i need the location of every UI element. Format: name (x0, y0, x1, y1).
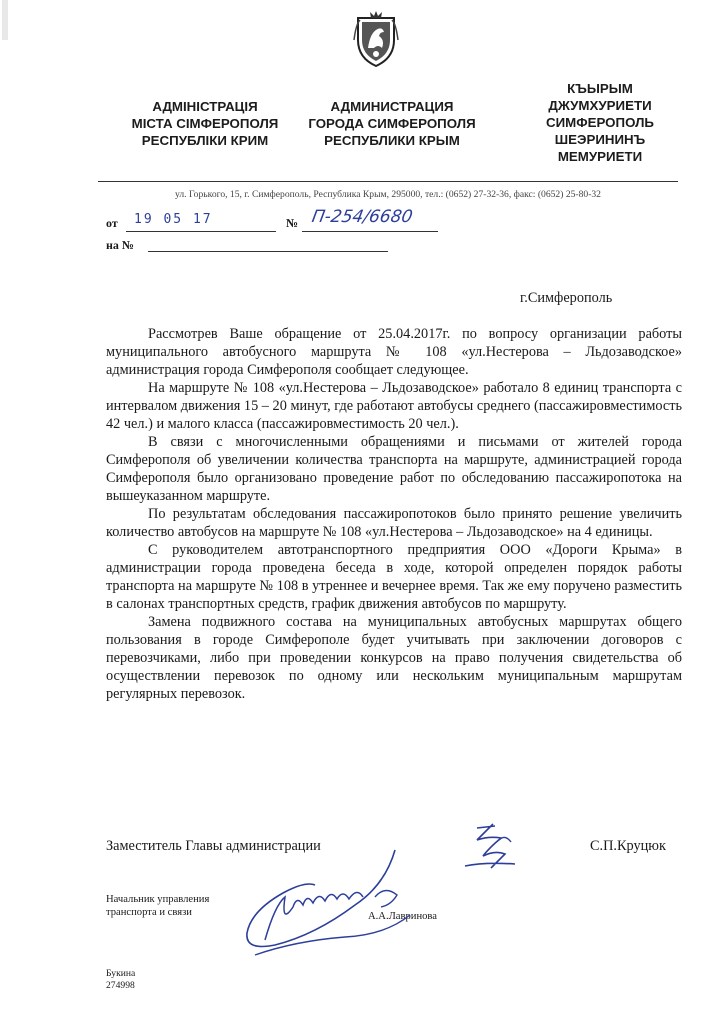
city-line: г.Симферополь (520, 290, 613, 306)
number-underline (302, 231, 438, 232)
scan-edge-mark (2, 0, 8, 40)
body-paragraph: В связи с многочисленными обращениями и письмами от жителей города Симферополя об увеличении количества транспорта на маршруте, администрацией города Симферополя было организовано проведение работ по обследованию пассажиропотока на вышеуказанном маршруте. (106, 434, 682, 504)
header-ukrainian: АДМІНІСТРАЦІЯ МІСТА СІМФЕРОПОЛЯ РЕСПУБЛІКИ КРИМ (131, 99, 279, 148)
date-underline (126, 231, 276, 232)
header-crimean-tatar: КЪЫРЫМ ДЖУМХУРИЕТИ СИМФЕРОПОЛЬ ШЕЭРИНИНЪ МЕМУРИЕТИ (546, 81, 654, 164)
body-paragraph: С руководителем автотранспортного предприятия ООО «Дороги Крыма» в администрации города проведена беседа в ходе, которой определен порядок работы транспорта на маршруте № 108 в утреннее и вечернее время. Так же ему поручено разместить в салонах транспортных средств, график движения автобусов по маршруту. (106, 542, 682, 612)
from-label: от (106, 216, 118, 230)
body-paragraph: Рассмотрев Ваше обращение от 25.04.2017г. по вопросу организации работы муниципального автобусного маршрута № 108 «ул.Нестерова – Льдозаводское» администрация города Симферополя сообщает следующее. (106, 326, 682, 378)
second-signatory-title-line1: Начальник управления (106, 894, 210, 905)
deputy-signature-icon (455, 818, 530, 878)
second-signatory-title-line2: транспорта и связи (106, 907, 192, 918)
registration-number: П-254/6680 (310, 207, 415, 227)
body-paragraph: На маршруте № 108 «ул.Нестерова – Льдозаводское» работало 8 единиц транспорта с интервалом движения 15 – 20 минут, где работают автобусы среднего (пассажировместимость 42 чел.) и малого класса (пассажировместимость 20 чел.). (106, 380, 682, 432)
executor-phone: 274998 (106, 980, 135, 991)
header-russian: АДМИНИСТРАЦИЯ ГОРОДА СИМФЕРОПОЛЯ РЕСПУБЛИКИ КРЫМ (308, 99, 476, 148)
executor-name: Букина (106, 968, 136, 979)
crimea-coat-of-arms-icon (352, 10, 400, 70)
signatory-title: Заместитель Главы администрации (106, 838, 321, 854)
header-divider (98, 181, 678, 182)
reply-to-label: на № (106, 238, 134, 252)
body-paragraph: По результатам обследования пассажиропотоков было принято решение увеличить количество автобусов на маршруте № 108 «ул.Нестерова – Льдозаводское» на 4 единицы. (106, 506, 682, 540)
registration-date: 19 05 17 (134, 212, 213, 227)
reply-to-underline (148, 251, 388, 252)
second-signatory-title (106, 893, 209, 919)
head-signature-icon (235, 845, 445, 965)
letter-body (106, 325, 682, 703)
executor-info (106, 968, 135, 992)
address-line: ул. Горького, 15, г. Симферополь, Республика Крым, 295000, тел.: (0652) 27-32-36, факс: (0652) 25-80-32 (175, 189, 601, 200)
second-signatory-name: А.А.Лавринова (368, 911, 437, 922)
number-label: № (286, 216, 299, 230)
signatory-name: С.П.Круцюк (590, 838, 666, 854)
body-paragraph: Замена подвижного состава на муниципальных автобусных маршрутах общего пользования в городе Симферополе будет учитывать при заключении договоров с перевозчиками, либо при проведении конкурсов на право получения свидетельства об осуществлении перевозок по одному или нескольким муниципальным маршрутам регулярных перевозок. (106, 614, 682, 702)
